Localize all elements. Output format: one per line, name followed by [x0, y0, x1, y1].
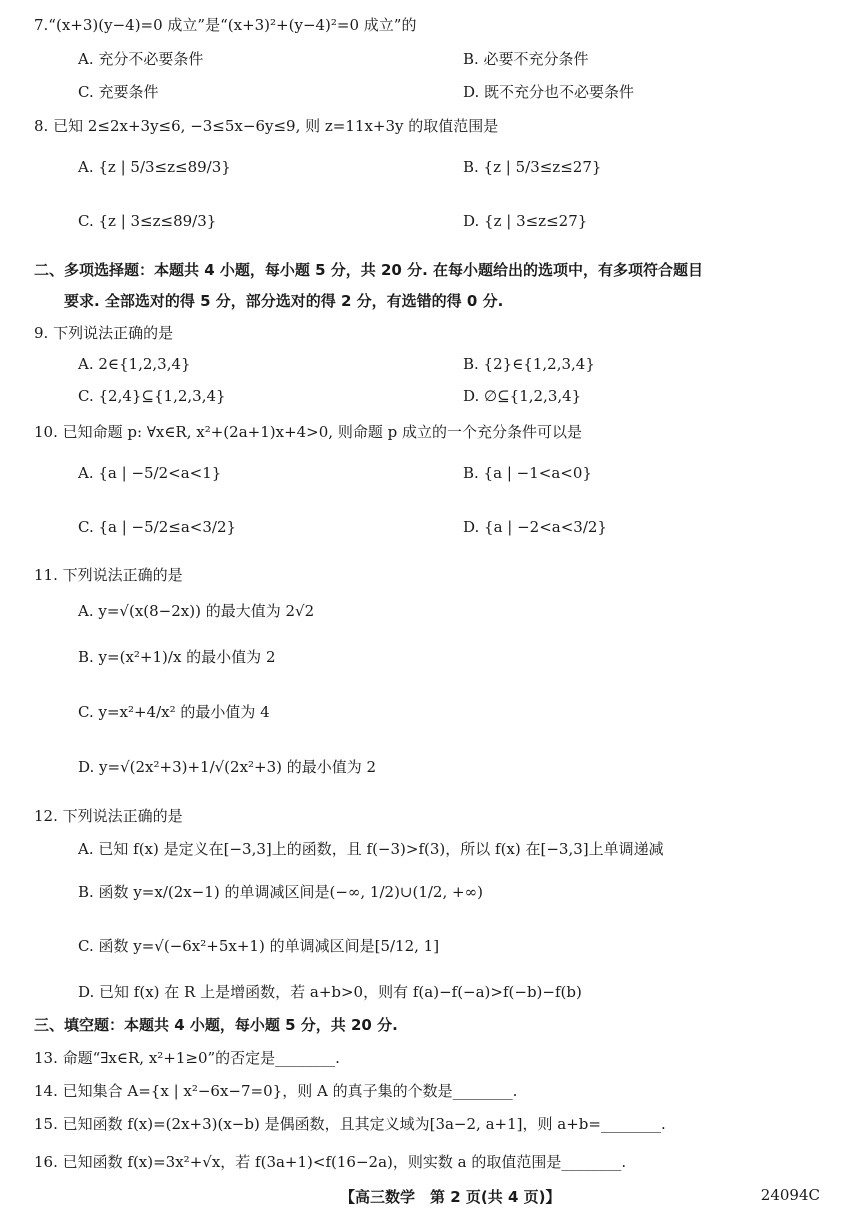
- question-9-option-d: D. ∅⊆{1,2,3,4}: [463, 387, 582, 405]
- question-7-option-d: D. 既不充分也不必要条件: [463, 83, 635, 101]
- footer-page-label: 【高三数学 第 2 页(共 4 页)】: [340, 1188, 561, 1206]
- section-2-heading: 二、多项选择题：本题共 4 小题，每小题 5 分，共 20 分. 在每小题给出的选项中，有多项符合题目: [34, 261, 704, 279]
- question-9-stem: 9. 下列说法正确的是: [34, 324, 174, 342]
- question-9-option-b: B. {2}∈{1,2,3,4}: [463, 355, 595, 373]
- footer-exam-code: 24094C: [760, 1186, 820, 1204]
- question-10-option-a: A. {a | −5/2<a<1}: [78, 464, 222, 482]
- question-8-stem: 8. 已知 2≤2x+3y≤6, −3≤5x−6y≤9, 则 z=11x+3y 的取值范围是: [34, 117, 499, 135]
- question-7-option-c: C. 充要条件: [78, 83, 159, 101]
- question-12-option-b: B. 函数 y=x/(2x−1) 的单调减区间是(−∞, 1/2)∪(1/2, +∞): [78, 883, 483, 901]
- question-8-option-d: D. {z | 3≤z≤27}: [463, 212, 588, 230]
- question-11-option-d: D. y=√(2x²+3)+1/√(2x²+3) 的最小值为 2: [78, 758, 377, 776]
- question-7-option-a: A. 充分不必要条件: [78, 50, 204, 68]
- section-2-instructions: 要求. 全部选对的得 5 分，部分选对的得 2 分，有选错的得 0 分.: [64, 292, 504, 310]
- question-7-option-b: B. 必要不充分条件: [463, 50, 589, 68]
- question-15: 15. 已知函数 f(x)=(2x+3)(x−b) 是偶函数，且其定义域为[3a−2, a+1]，则 a+b=________.: [34, 1115, 666, 1133]
- question-12-stem: 12. 下列说法正确的是: [34, 807, 183, 825]
- question-8-option-b: B. {z | 5/3≤z≤27}: [463, 158, 602, 176]
- question-7-stem: 7.“(x+3)(y−4)=0 成立”是“(x+3)²+(y−4)²=0 成立”的: [34, 16, 417, 34]
- question-16: 16. 已知函数 f(x)=3x²+√x，若 f(3a+1)<f(16−2a)，则实数 a 的取值范围是________.: [34, 1153, 627, 1171]
- question-11-option-c: C. y=x²+4/x² 的最小值为 4: [78, 703, 270, 721]
- question-10-stem: 10. 已知命题 p: ∀x∈R, x²+(2a+1)x+4>0, 则命题 p 成立的一个充分条件可以是: [34, 423, 582, 441]
- question-11-option-b: B. y=(x²+1)/x 的最小值为 2: [78, 648, 276, 666]
- question-10-option-c: C. {a | −5/2≤a<3/2}: [78, 518, 237, 536]
- question-11-stem: 11. 下列说法正确的是: [34, 566, 183, 584]
- question-8-option-a: A. {z | 5/3≤z≤89/3}: [78, 158, 231, 176]
- question-12-option-d: D. 已知 f(x) 在 R 上是增函数，若 a+b>0，则有 f(a)−f(−a)>f(−b)−f(b): [78, 983, 582, 1001]
- question-12-option-c: C. 函数 y=√(−6x²+5x+1) 的单调减区间是[5/12, 1]: [78, 937, 440, 955]
- question-10-option-d: D. {a | −2<a<3/2}: [463, 518, 607, 536]
- section-3-heading: 三、填空题：本题共 4 小题，每小题 5 分，共 20 分.: [34, 1016, 398, 1034]
- question-11-option-a: A. y=√(x(8−2x)) 的最大值为 2√2: [78, 602, 315, 620]
- question-13: 13. 命题“∃x∈R, x²+1≥0”的否定是________.: [34, 1049, 340, 1067]
- question-12-option-a: A. 已知 f(x) 是定义在[−3,3]上的函数，且 f(−3)>f(3)，所以 f(x) 在[−3,3]上单调递减: [78, 840, 664, 858]
- question-10-option-b: B. {a | −1<a<0}: [463, 464, 592, 482]
- question-8-option-c: C. {z | 3≤z≤89/3}: [78, 212, 217, 230]
- question-14: 14. 已知集合 A={x | x²−6x−7=0}，则 A 的真子集的个数是________.: [34, 1082, 518, 1100]
- question-9-option-c: C. {2,4}⊆{1,2,3,4}: [78, 387, 226, 405]
- question-9-option-a: A. 2∈{1,2,3,4}: [78, 355, 191, 373]
